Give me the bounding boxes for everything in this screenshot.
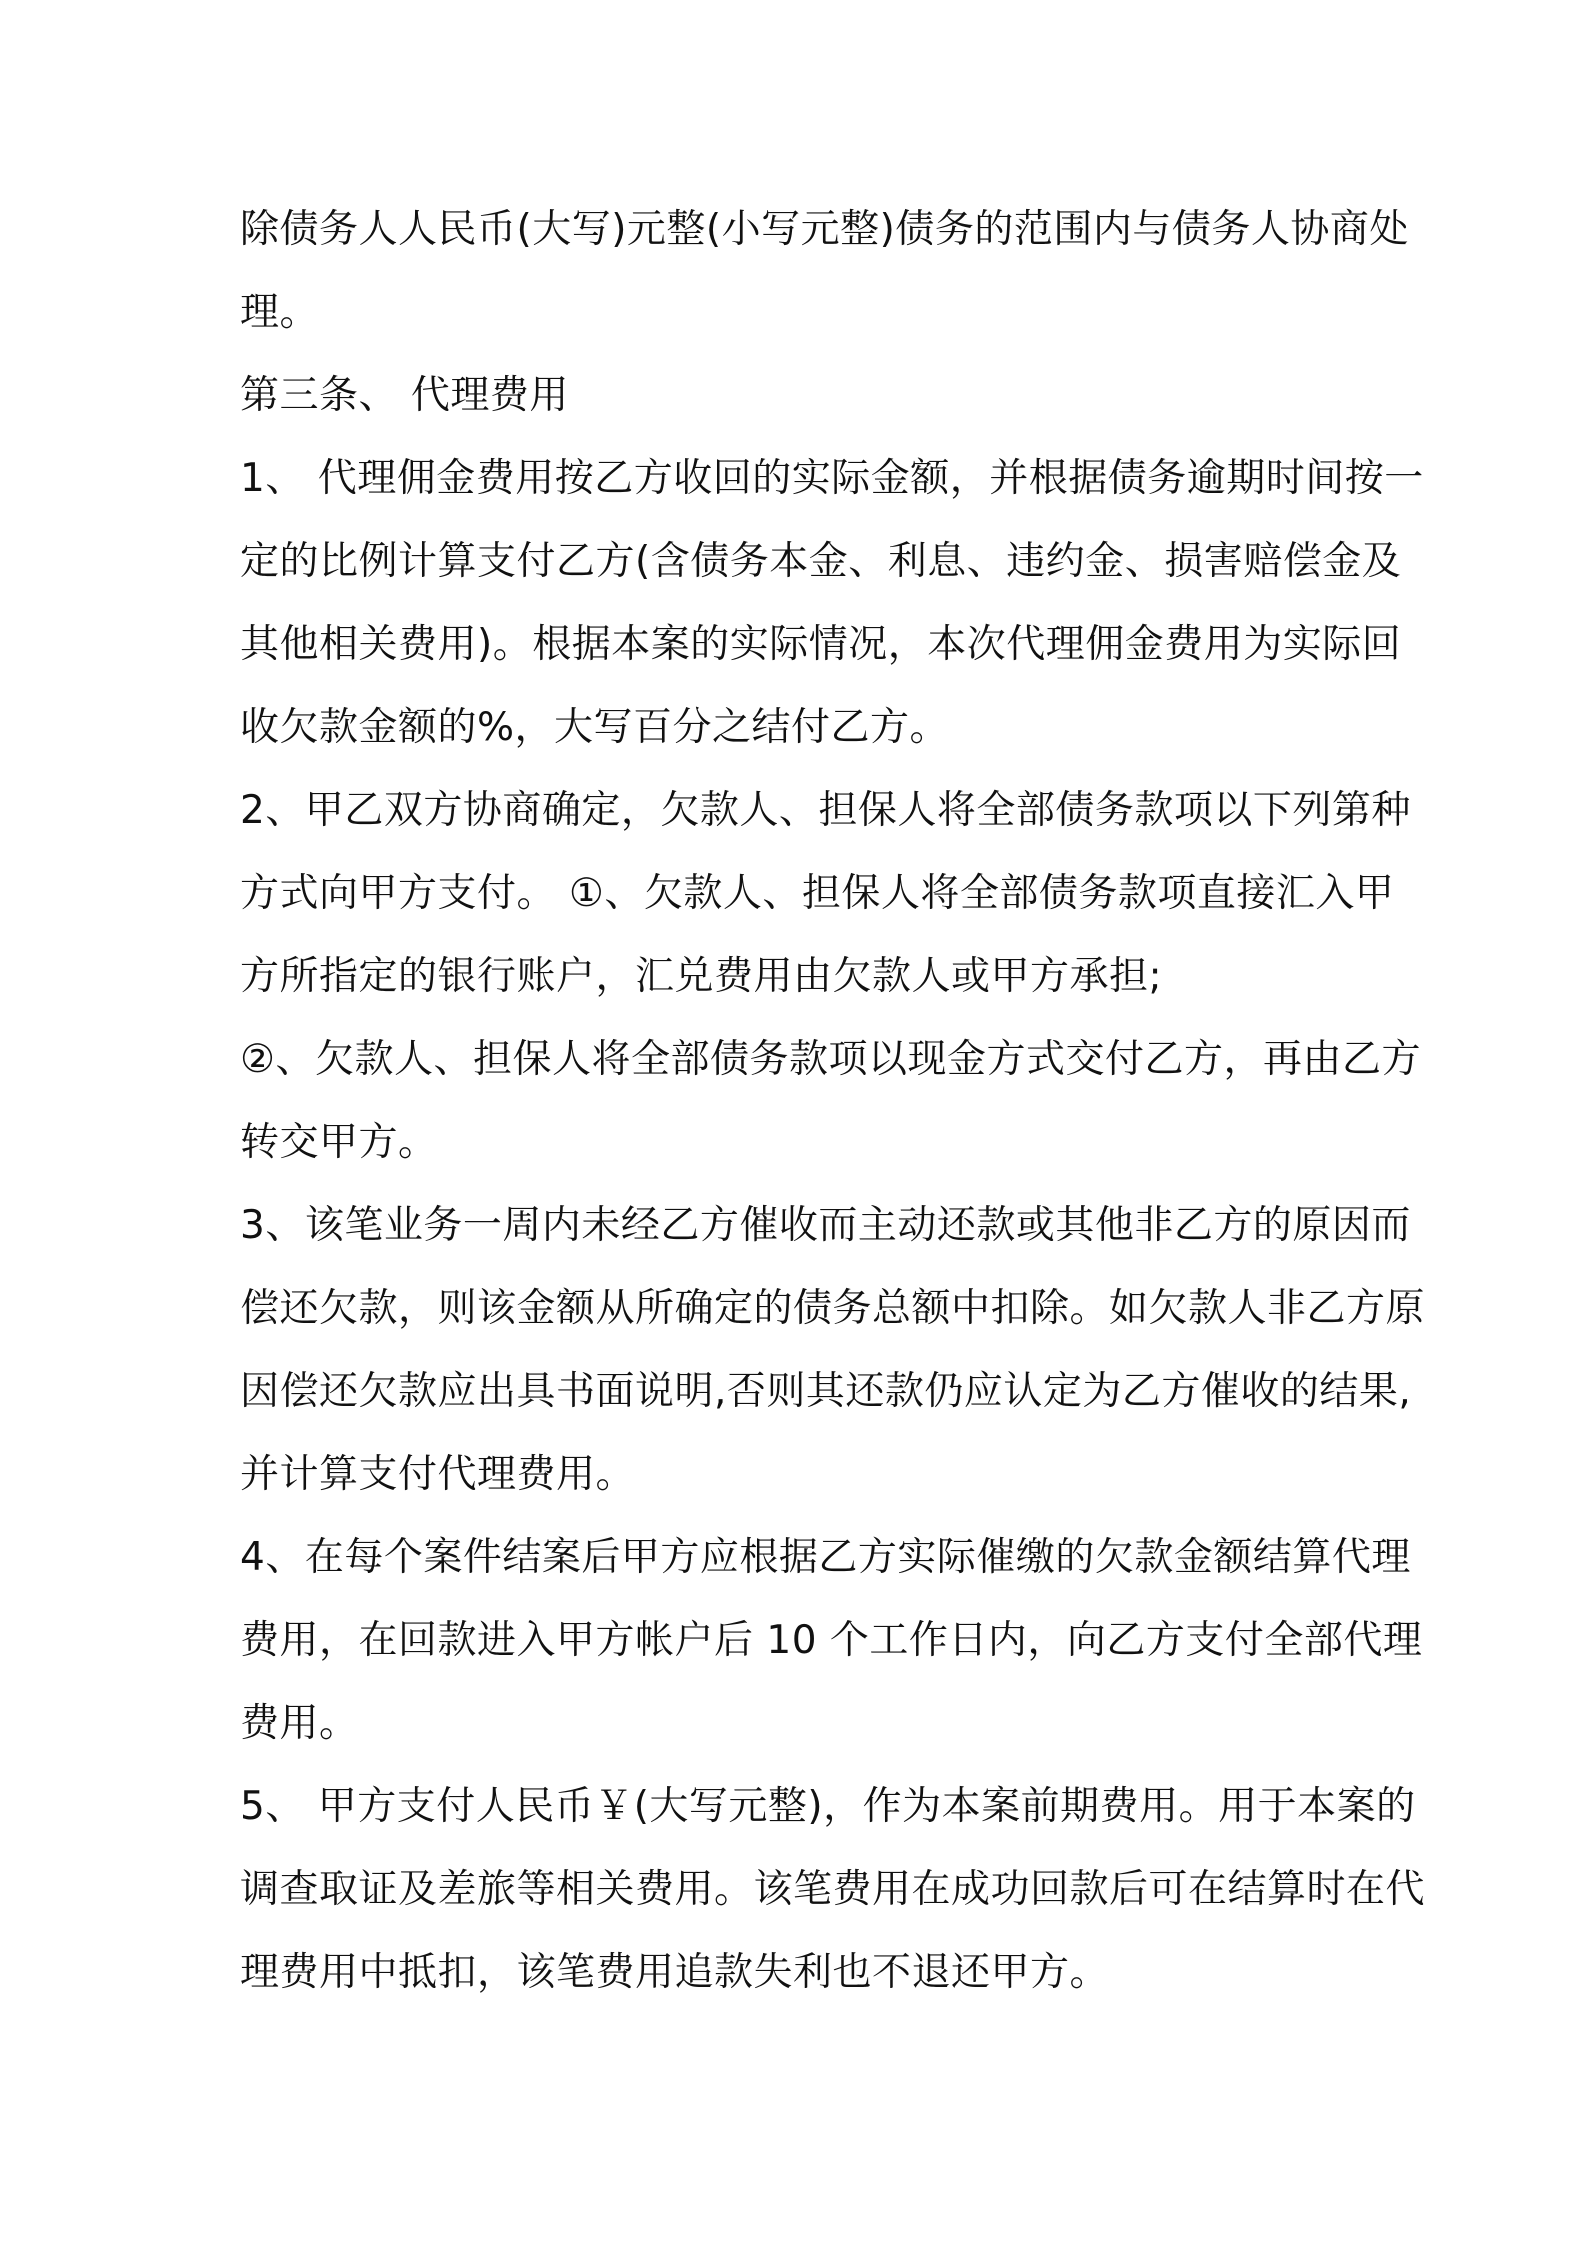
document-body <box>240 188 1426 2014</box>
text-line: 因偿还欠款应出具书面说明,否则其还款仍应认定为乙方催收的结果, <box>240 1369 1412 1414</box>
text-line: 收欠款金额的%，大写百分之结付乙方。 <box>240 705 950 750</box>
section-heading: 第三条、 代理费用 <box>240 373 569 418</box>
text-line: 2、甲乙双方协商确定，欠款人、担保人将全部债务款项以下列第种 <box>240 788 1411 833</box>
text-line: 费用。 <box>240 1701 359 1746</box>
text-line: 偿还欠款，则该金额从所确定的债务总额中扣除。如欠款人非乙方原 <box>240 1286 1426 1331</box>
text-line: 5、 甲方支付人民币￥(大写元整)，作为本案前期费用。用于本案的 <box>240 1784 1416 1829</box>
text-line: 费用，在回款进入甲方帐户后 10 个工作日内，向乙方支付全部代理 <box>240 1618 1423 1663</box>
text-line: 并计算支付代理费用。 <box>240 1452 636 1497</box>
text-line: ②、欠款人、担保人将全部债务款项以现金方式交付乙方，再由乙方 <box>240 1037 1421 1082</box>
text-line: 除债务人人民币(大写)元整(小写元整)债务的范围内与债务人协商处 <box>240 207 1409 252</box>
text-line: 方式向甲方支付。 ①、欠款人、担保人将全部债务款项直接汇入甲 <box>240 871 1395 916</box>
text-line: 其他相关费用)。根据本案的实际情况，本次代理佣金费用为实际回 <box>240 622 1402 667</box>
text-line: 3、该笔业务一周内未经乙方催收而主动还款或其他非乙方的原因而 <box>240 1203 1411 1248</box>
text-line: 4、在每个案件结案后甲方应根据乙方实际催缴的欠款金额结算代理 <box>240 1535 1411 1580</box>
text-line: 理费用中抵扣，该笔费用追款失利也不退还甲方。 <box>240 1950 1110 1995</box>
text-line: 1、 代理佣金费用按乙方收回的实际金额，并根据债务逾期时间按一 <box>240 456 1424 501</box>
text-line: 理。 <box>240 290 320 335</box>
text-line: 定的比例计算支付乙方(含债务本金、利息、违约金、损害赔偿金及 <box>240 539 1402 584</box>
text-line: 转交甲方。 <box>240 1120 438 1165</box>
text-line: 方所指定的银行账户，汇兑费用由欠款人或甲方承担; <box>240 954 1163 999</box>
text-line: 调查取证及差旅等相关费用。该笔费用在成功回款后可在结算时在代 <box>240 1867 1426 1912</box>
